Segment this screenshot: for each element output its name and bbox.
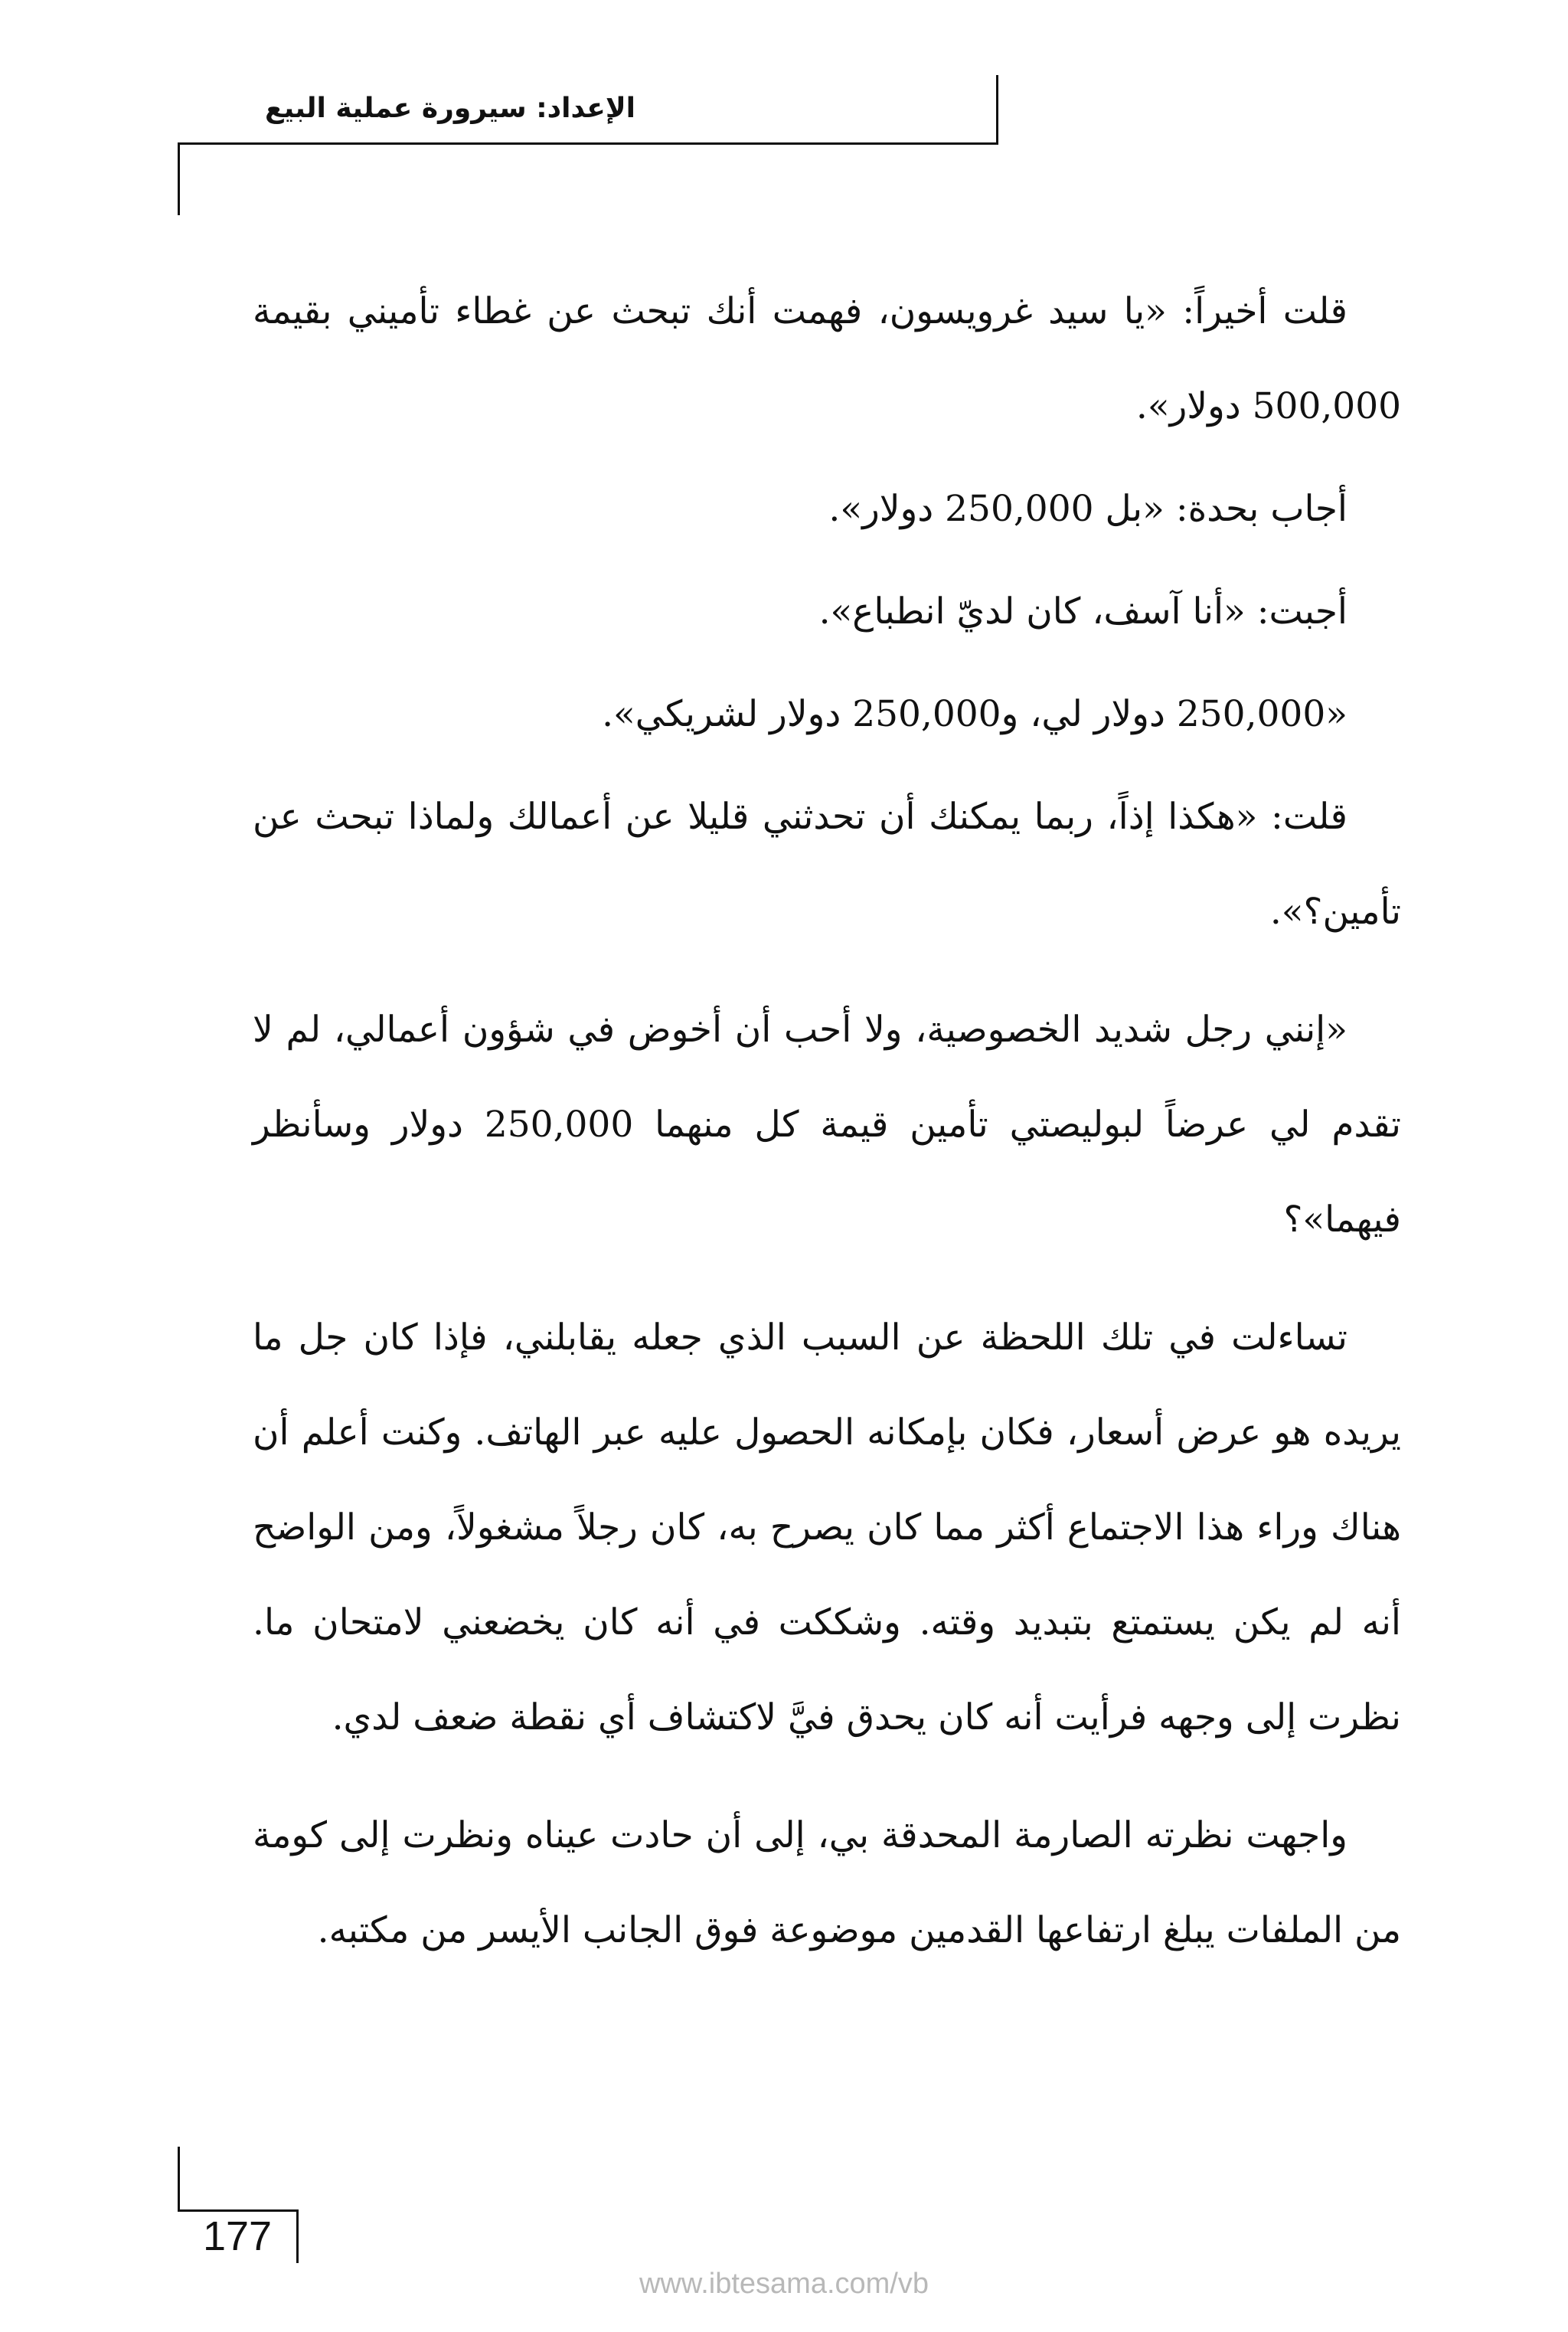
paragraph: واجهت نظرته الصارمة المحدقة بي، إلى أن حادت عيناه ونظرت إلى كومة من الملفات يبلغ ارتفاعها القدمين موضوعة فوق الجانب الأيسر من مكتبه. xyxy=(253,1814,1401,1951)
paragraph: قلت: «هكذا إذاً، ربما يمكنك أن تحدثني قليلا عن أعمالك ولماذا تبحث عن تأمين؟». xyxy=(253,796,1401,933)
paragraph: تساءلت في تلك اللحظة عن السبب الذي جعله يقابلني، فإذا كان جل ما يريده هو عرض أسعار، فكان بإمكانه الحصول عليه عبر الهاتف. وكنت أعلم أن هناك وراء هذا الاجتماع أكثر مما كان يصرح به، كان رجلاً مشغولاً، ومن الواضح أنه لم يكن يستمتع بتبديد وقته. وشككت في أنه كان يخضعني لامتحان ما. نظرت إلى وجهه فرأيت أنه كان يحدق فيَّ لاكتشاف أي نقطة ضعف لدي. xyxy=(253,1316,1401,1738)
header-rule-left-tick xyxy=(178,142,180,215)
watermark-link[interactable]: www.ibtesama.com/vb xyxy=(639,2268,929,2300)
body-text xyxy=(253,264,1401,1986)
footer-rule-left-tick xyxy=(178,2147,180,2212)
paragraph: أجبت: «أنا آسف، كان لديّ انطباع». xyxy=(818,590,1348,633)
header-rule-right-tick xyxy=(996,75,998,145)
paragraph: «250,000 دولار لي، و250,000 دولار لشريكي». xyxy=(602,693,1348,735)
paragraph: قلت أخيراً: «يا سيد غرويسون، فهمت أنك تبحث عن غطاء تأميني بقيمة 500,000 دولار». xyxy=(253,290,1401,427)
footer-rule-right-tick xyxy=(296,2209,299,2263)
paragraph: أجاب بحدة: «بل 250,000 دولار». xyxy=(828,488,1348,530)
paragraph: «إنني رجل شديد الخصوصية، ولا أحب أن أخوض في شؤون أعمالي، لم لا تقدم لي عرضاً لبوليصتي تأمين قيمة كل منهما 250,000 دولار وسأنظر فيهما»؟ xyxy=(253,1009,1401,1241)
page-number: 177 xyxy=(202,2213,273,2259)
header-rule-horizontal xyxy=(178,142,998,145)
running-header-title: الإعداد: سيرورة عملية البيع xyxy=(265,93,635,124)
